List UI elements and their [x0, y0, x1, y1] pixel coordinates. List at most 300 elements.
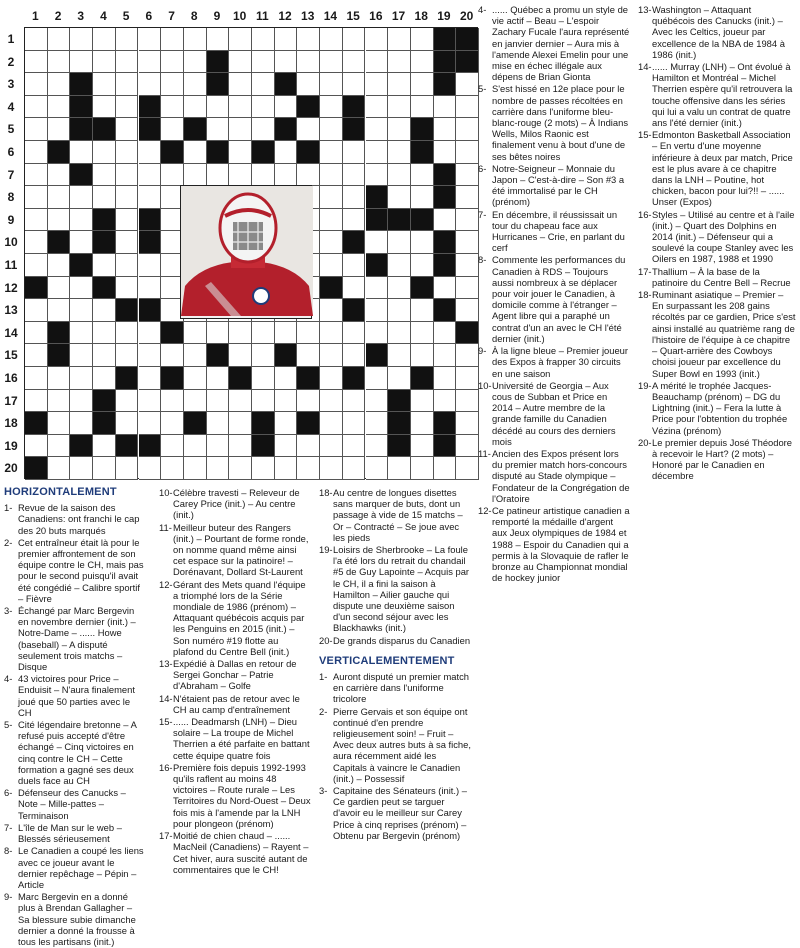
letter-cell[interactable] — [207, 457, 230, 480]
letter-cell[interactable] — [70, 277, 93, 300]
letter-cell[interactable] — [456, 231, 479, 254]
letter-cell[interactable] — [70, 51, 93, 74]
letter-cell[interactable] — [456, 299, 479, 322]
letter-cell[interactable] — [388, 322, 411, 345]
letter-cell[interactable] — [184, 322, 207, 345]
letter-cell[interactable] — [456, 164, 479, 187]
letter-cell[interactable] — [207, 390, 230, 413]
letter-cell[interactable] — [434, 367, 457, 390]
letter-cell[interactable] — [93, 28, 116, 51]
letter-cell[interactable] — [411, 96, 434, 119]
letter-cell[interactable] — [297, 118, 320, 141]
letter-cell[interactable] — [252, 28, 275, 51]
letter-cell[interactable] — [229, 51, 252, 74]
letter-cell[interactable] — [229, 344, 252, 367]
letter-cell[interactable] — [252, 457, 275, 480]
letter-cell[interactable] — [207, 28, 230, 51]
letter-cell[interactable] — [48, 186, 71, 209]
letter-cell[interactable] — [184, 51, 207, 74]
black-cell — [366, 254, 389, 277]
letter-cell[interactable] — [388, 344, 411, 367]
letter-cell[interactable] — [25, 322, 48, 345]
letter-cell[interactable] — [411, 299, 434, 322]
letter-cell[interactable] — [93, 96, 116, 119]
letter-cell[interactable] — [229, 457, 252, 480]
letter-cell[interactable] — [70, 231, 93, 254]
letter-cell[interactable] — [229, 164, 252, 187]
letter-cell[interactable] — [48, 367, 71, 390]
letter-cell[interactable] — [411, 344, 434, 367]
letter-cell[interactable] — [161, 435, 184, 458]
letter-cell[interactable] — [93, 141, 116, 164]
letter-cell[interactable] — [139, 457, 162, 480]
horizontal-clues-continued — [159, 487, 311, 876]
letter-cell[interactable] — [366, 118, 389, 141]
letter-cell[interactable] — [161, 457, 184, 480]
letter-cell[interactable] — [25, 96, 48, 119]
letter-cell[interactable] — [93, 254, 116, 277]
letter-cell[interactable] — [388, 367, 411, 390]
letter-cell[interactable] — [48, 51, 71, 74]
letter-cell[interactable] — [411, 186, 434, 209]
letter-cell[interactable] — [388, 96, 411, 119]
letter-cell[interactable] — [184, 164, 207, 187]
letter-cell[interactable] — [229, 73, 252, 96]
letter-cell[interactable] — [25, 28, 48, 51]
letter-cell[interactable] — [70, 412, 93, 435]
letter-cell[interactable] — [456, 412, 479, 435]
letter-cell[interactable] — [184, 28, 207, 51]
letter-cell[interactable] — [343, 322, 366, 345]
letter-cell[interactable] — [116, 28, 139, 51]
letter-cell[interactable] — [252, 73, 275, 96]
letter-cell[interactable] — [275, 412, 298, 435]
letter-cell[interactable] — [320, 51, 343, 74]
black-cell — [139, 299, 162, 322]
letter-cell[interactable] — [161, 51, 184, 74]
letter-cell[interactable] — [70, 390, 93, 413]
letter-cell[interactable] — [93, 435, 116, 458]
letter-cell[interactable] — [70, 457, 93, 480]
black-cell — [184, 412, 207, 435]
letter-cell[interactable] — [116, 186, 139, 209]
letter-cell[interactable] — [207, 118, 230, 141]
letter-cell[interactable] — [366, 277, 389, 300]
letter-cell[interactable] — [252, 367, 275, 390]
letter-cell[interactable] — [320, 299, 343, 322]
letter-cell[interactable] — [139, 141, 162, 164]
letter-cell[interactable] — [25, 141, 48, 164]
letter-cell[interactable] — [25, 209, 48, 232]
letter-cell[interactable] — [25, 367, 48, 390]
letter-cell[interactable] — [70, 367, 93, 390]
letter-cell[interactable] — [229, 96, 252, 119]
letter-cell[interactable] — [388, 231, 411, 254]
letter-cell[interactable] — [93, 299, 116, 322]
letter-cell[interactable] — [320, 141, 343, 164]
letter-cell[interactable] — [161, 390, 184, 413]
letter-cell[interactable] — [25, 435, 48, 458]
letter-cell[interactable] — [70, 141, 93, 164]
letter-cell[interactable] — [411, 322, 434, 345]
vertical-clue — [638, 209, 796, 265]
letter-cell[interactable] — [48, 412, 71, 435]
letter-cell[interactable] — [48, 164, 71, 187]
letter-cell[interactable] — [366, 51, 389, 74]
letter-cell[interactable] — [48, 435, 71, 458]
letter-cell[interactable] — [229, 435, 252, 458]
letter-cell[interactable] — [184, 457, 207, 480]
black-cell — [388, 435, 411, 458]
horizontal-clue — [159, 658, 311, 692]
letter-cell[interactable] — [388, 299, 411, 322]
vertical-clue — [478, 345, 630, 379]
letter-cell[interactable] — [366, 322, 389, 345]
letter-cell[interactable] — [229, 412, 252, 435]
letter-cell[interactable] — [25, 344, 48, 367]
letter-cell[interactable] — [116, 344, 139, 367]
letter-cell[interactable] — [70, 299, 93, 322]
letter-cell[interactable] — [184, 96, 207, 119]
letter-cell[interactable] — [184, 367, 207, 390]
letter-cell[interactable] — [411, 164, 434, 187]
letter-cell[interactable] — [25, 186, 48, 209]
letter-cell[interactable] — [93, 186, 116, 209]
clue-text: En décembre, il réussissait un tour du chapeau face aux Hurricanes – Crie, en parlant du cerf — [492, 208, 625, 254]
letter-cell[interactable] — [116, 277, 139, 300]
letter-cell[interactable] — [93, 367, 116, 390]
letter-cell[interactable] — [25, 299, 48, 322]
letter-cell[interactable] — [116, 164, 139, 187]
letter-cell[interactable] — [207, 367, 230, 390]
letter-cell[interactable] — [48, 118, 71, 141]
letter-cell[interactable] — [456, 186, 479, 209]
letter-cell[interactable] — [93, 344, 116, 367]
letter-cell[interactable] — [297, 28, 320, 51]
vertical-clues-continued — [478, 4, 630, 584]
letter-cell[interactable] — [388, 457, 411, 480]
letter-cell[interactable] — [320, 322, 343, 345]
letter-cell[interactable] — [388, 28, 411, 51]
letter-cell[interactable] — [275, 367, 298, 390]
letter-cell[interactable] — [116, 457, 139, 480]
letter-cell[interactable] — [434, 457, 457, 480]
letter-cell[interactable] — [139, 277, 162, 300]
letter-cell[interactable] — [366, 231, 389, 254]
letter-cell[interactable] — [275, 164, 298, 187]
letter-cell[interactable] — [25, 51, 48, 74]
letter-cell[interactable] — [366, 164, 389, 187]
letter-cell[interactable] — [456, 96, 479, 119]
letter-cell[interactable] — [320, 118, 343, 141]
letter-cell[interactable] — [456, 141, 479, 164]
vertical-clue-list-continued — [478, 4, 630, 583]
letter-cell[interactable] — [343, 51, 366, 74]
letter-cell[interactable] — [388, 277, 411, 300]
letter-cell[interactable] — [48, 457, 71, 480]
letter-cell[interactable] — [456, 254, 479, 277]
letter-cell[interactable] — [411, 435, 434, 458]
letter-cell[interactable] — [252, 322, 275, 345]
black-cell — [297, 141, 320, 164]
letter-cell[interactable] — [161, 96, 184, 119]
letter-cell[interactable] — [343, 277, 366, 300]
letter-cell[interactable] — [229, 118, 252, 141]
letter-cell[interactable] — [275, 322, 298, 345]
letter-cell[interactable] — [411, 412, 434, 435]
letter-cell[interactable] — [48, 96, 71, 119]
letter-cell[interactable] — [93, 164, 116, 187]
letter-cell[interactable] — [229, 141, 252, 164]
letter-cell[interactable] — [207, 164, 230, 187]
letter-cell[interactable] — [161, 73, 184, 96]
vertical-clue-list-end — [638, 4, 796, 482]
letter-cell[interactable] — [207, 412, 230, 435]
letter-cell[interactable] — [320, 209, 343, 232]
letter-cell[interactable] — [320, 457, 343, 480]
letter-cell[interactable] — [116, 96, 139, 119]
letter-cell[interactable] — [93, 73, 116, 96]
letter-cell[interactable] — [252, 96, 275, 119]
letter-cell[interactable] — [275, 435, 298, 458]
letter-cell[interactable] — [366, 96, 389, 119]
letter-cell[interactable] — [297, 73, 320, 96]
letter-cell[interactable] — [434, 209, 457, 232]
letter-cell[interactable] — [297, 51, 320, 74]
letter-cell[interactable] — [388, 51, 411, 74]
letter-cell[interactable] — [93, 51, 116, 74]
letter-cell[interactable] — [343, 390, 366, 413]
letter-cell[interactable] — [139, 186, 162, 209]
letter-cell[interactable] — [320, 435, 343, 458]
black-cell — [70, 118, 93, 141]
letter-cell[interactable] — [434, 96, 457, 119]
letter-cell[interactable] — [411, 457, 434, 480]
letter-cell[interactable] — [48, 277, 71, 300]
letter-cell[interactable] — [275, 28, 298, 51]
letter-cell[interactable] — [320, 344, 343, 367]
letter-cell[interactable] — [320, 96, 343, 119]
letter-cell[interactable] — [184, 344, 207, 367]
letter-cell[interactable] — [388, 186, 411, 209]
letter-cell[interactable] — [411, 73, 434, 96]
letter-cell[interactable] — [229, 28, 252, 51]
letter-cell[interactable] — [388, 164, 411, 187]
letter-cell[interactable] — [343, 412, 366, 435]
letter-cell[interactable] — [343, 73, 366, 96]
letter-cell[interactable] — [456, 209, 479, 232]
letter-cell[interactable] — [25, 254, 48, 277]
letter-cell[interactable] — [161, 164, 184, 187]
letter-cell[interactable] — [320, 412, 343, 435]
letter-cell[interactable] — [48, 390, 71, 413]
letter-cell[interactable] — [366, 457, 389, 480]
letter-cell[interactable] — [456, 118, 479, 141]
letter-cell[interactable] — [116, 51, 139, 74]
letter-cell[interactable] — [184, 141, 207, 164]
letter-cell[interactable] — [320, 390, 343, 413]
letter-cell[interactable] — [343, 186, 366, 209]
letter-cell[interactable] — [456, 457, 479, 480]
letter-cell[interactable] — [343, 164, 366, 187]
letter-cell[interactable] — [434, 141, 457, 164]
letter-cell[interactable] — [93, 457, 116, 480]
letter-cell[interactable] — [297, 390, 320, 413]
letter-cell[interactable] — [366, 390, 389, 413]
letter-cell[interactable] — [366, 28, 389, 51]
letter-cell[interactable] — [184, 435, 207, 458]
letter-cell[interactable] — [139, 28, 162, 51]
letter-cell[interactable] — [411, 231, 434, 254]
letter-cell[interactable] — [48, 254, 71, 277]
letter-cell[interactable] — [411, 51, 434, 74]
letter-cell[interactable] — [366, 435, 389, 458]
letter-cell[interactable] — [456, 435, 479, 458]
letter-cell[interactable] — [139, 164, 162, 187]
letter-cell[interactable] — [275, 390, 298, 413]
letter-cell[interactable] — [116, 141, 139, 164]
letter-cell[interactable] — [434, 344, 457, 367]
letter-cell[interactable] — [252, 51, 275, 74]
letter-cell[interactable] — [93, 322, 116, 345]
letter-cell[interactable] — [456, 390, 479, 413]
column-number: 20 — [459, 9, 474, 23]
letter-cell[interactable] — [116, 118, 139, 141]
letter-cell[interactable] — [388, 254, 411, 277]
letter-cell[interactable] — [116, 322, 139, 345]
letter-cell[interactable] — [456, 344, 479, 367]
letter-cell[interactable] — [184, 73, 207, 96]
letter-cell[interactable] — [25, 231, 48, 254]
letter-cell[interactable] — [229, 390, 252, 413]
letter-cell[interactable] — [456, 367, 479, 390]
letter-cell[interactable] — [297, 344, 320, 367]
letter-cell[interactable] — [25, 390, 48, 413]
letter-cell[interactable] — [366, 367, 389, 390]
letter-cell[interactable] — [70, 186, 93, 209]
letter-cell[interactable] — [320, 73, 343, 96]
letter-cell[interactable] — [184, 390, 207, 413]
letter-cell[interactable] — [139, 344, 162, 367]
black-cell — [93, 231, 116, 254]
letter-cell[interactable] — [252, 118, 275, 141]
letter-cell[interactable] — [366, 412, 389, 435]
letter-cell[interactable] — [70, 28, 93, 51]
letter-cell[interactable] — [343, 435, 366, 458]
letter-cell[interactable] — [297, 457, 320, 480]
letter-cell[interactable] — [388, 73, 411, 96]
letter-cell[interactable] — [366, 299, 389, 322]
letter-cell[interactable] — [229, 322, 252, 345]
letter-cell[interactable] — [320, 254, 343, 277]
letter-cell[interactable] — [139, 73, 162, 96]
letter-cell[interactable] — [343, 254, 366, 277]
letter-cell[interactable] — [366, 141, 389, 164]
letter-cell[interactable] — [343, 209, 366, 232]
letter-cell[interactable] — [48, 299, 71, 322]
letter-cell[interactable] — [139, 322, 162, 345]
letter-cell[interactable] — [252, 344, 275, 367]
letter-cell[interactable] — [297, 322, 320, 345]
letter-cell[interactable] — [320, 164, 343, 187]
letter-cell[interactable] — [275, 51, 298, 74]
letter-cell[interactable] — [116, 209, 139, 232]
black-cell — [456, 51, 479, 74]
letter-cell[interactable] — [48, 209, 71, 232]
letter-cell[interactable] — [320, 186, 343, 209]
letter-cell[interactable] — [116, 390, 139, 413]
horizontal-clue — [159, 762, 311, 829]
letter-cell[interactable] — [252, 164, 275, 187]
letter-cell[interactable] — [411, 28, 434, 51]
letter-cell[interactable] — [320, 28, 343, 51]
letter-cell[interactable] — [116, 231, 139, 254]
letter-cell[interactable] — [139, 412, 162, 435]
letter-cell[interactable] — [116, 73, 139, 96]
letter-cell[interactable] — [320, 231, 343, 254]
letter-cell[interactable] — [343, 457, 366, 480]
letter-cell[interactable] — [70, 209, 93, 232]
letter-cell[interactable] — [343, 141, 366, 164]
letter-cell[interactable] — [48, 73, 71, 96]
letter-cell[interactable] — [434, 390, 457, 413]
letter-cell[interactable] — [25, 73, 48, 96]
letter-cell[interactable] — [116, 254, 139, 277]
letter-cell[interactable] — [275, 457, 298, 480]
letter-cell[interactable] — [25, 164, 48, 187]
letter-cell[interactable] — [116, 412, 139, 435]
letter-cell[interactable] — [70, 322, 93, 345]
letter-cell[interactable] — [161, 118, 184, 141]
letter-cell[interactable] — [70, 344, 93, 367]
letter-cell[interactable] — [207, 435, 230, 458]
letter-cell[interactable] — [207, 322, 230, 345]
letter-cell[interactable] — [343, 344, 366, 367]
letter-cell[interactable] — [456, 73, 479, 96]
letter-cell[interactable] — [161, 344, 184, 367]
letter-cell[interactable] — [434, 277, 457, 300]
letter-cell[interactable] — [275, 141, 298, 164]
letter-cell[interactable] — [434, 322, 457, 345]
letter-cell[interactable] — [456, 277, 479, 300]
clue-number: 13- — [638, 4, 652, 15]
letter-cell[interactable] — [139, 254, 162, 277]
letter-cell[interactable] — [388, 118, 411, 141]
letter-cell[interactable] — [366, 73, 389, 96]
letter-cell[interactable] — [252, 390, 275, 413]
letter-cell[interactable] — [297, 435, 320, 458]
letter-cell[interactable] — [388, 141, 411, 164]
clue-text: S'est hissé en 12e place pour le nombre de passes récoltées en carrière dans l'uniforme bleu-blanc-rouge (2 mots) – À Indians Wells, Milos Raonic est finalement venu à bout d'une de ses bêtes noires — [492, 83, 629, 162]
letter-cell[interactable] — [343, 28, 366, 51]
letter-cell[interactable] — [434, 118, 457, 141]
letter-cell[interactable] — [25, 118, 48, 141]
letter-cell[interactable] — [161, 412, 184, 435]
letter-cell[interactable] — [139, 390, 162, 413]
black-cell — [70, 254, 93, 277]
letter-cell[interactable] — [320, 367, 343, 390]
letter-cell[interactable] — [139, 367, 162, 390]
letter-cell[interactable] — [275, 96, 298, 119]
letter-cell[interactable] — [297, 164, 320, 187]
letter-cell[interactable] — [411, 390, 434, 413]
clue-number: 11- — [159, 521, 172, 533]
letter-cell[interactable] — [161, 28, 184, 51]
letter-cell[interactable] — [48, 28, 71, 51]
letter-cell[interactable] — [411, 254, 434, 277]
letter-cell[interactable] — [207, 96, 230, 119]
letter-cell[interactable] — [139, 51, 162, 74]
